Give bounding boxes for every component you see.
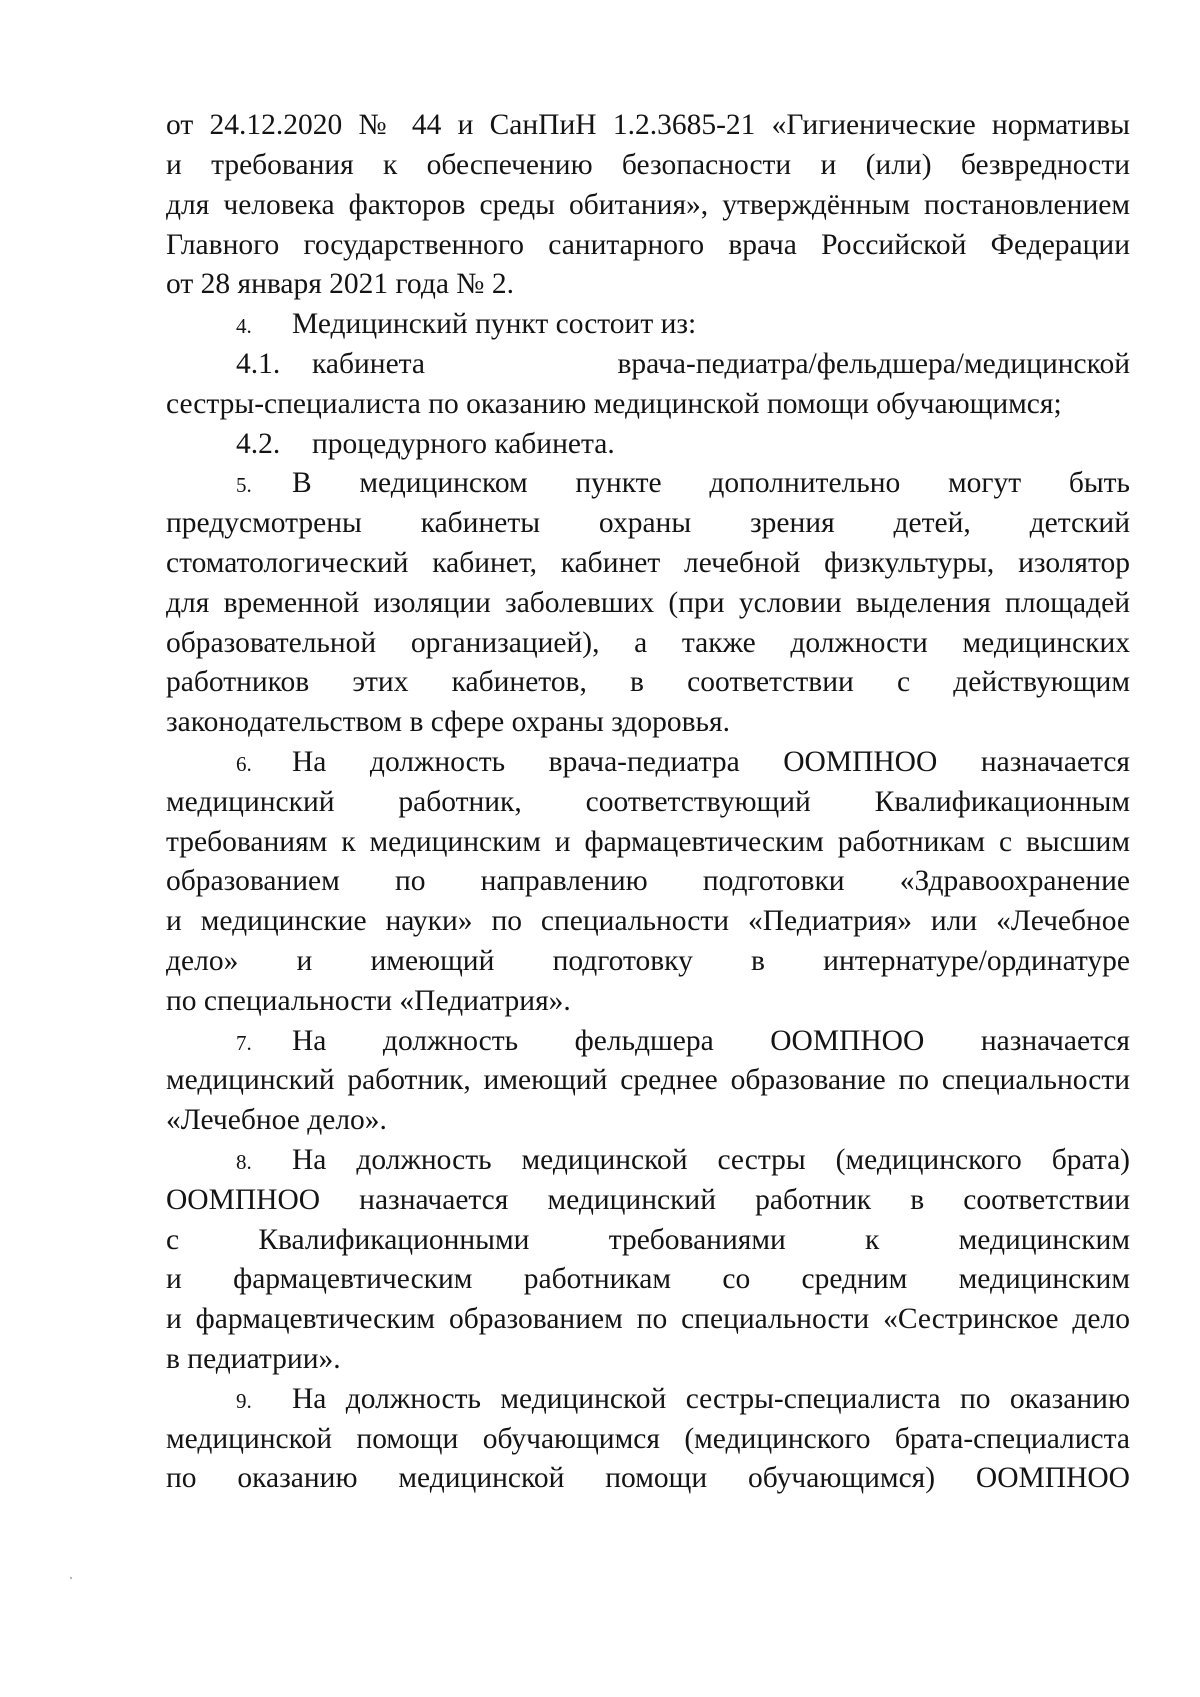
text-line: для временной изоляции заболевших (при условии выделения площадей xyxy=(166,587,1130,619)
text-line: по оказанию медицинской помощи обучающимся) ООМПНОО xyxy=(166,1462,1130,1494)
text-line: для человека факторов среды обитания», утверждённым постановлением xyxy=(166,189,1130,221)
item-text: На должность медицинской сестры-специалиста по оказанию xyxy=(292,1383,1130,1415)
text-line: «Лечебное дело». xyxy=(166,1104,387,1136)
paragraph-item-4 xyxy=(236,303,1130,347)
item-text: процедурного кабинета. xyxy=(312,428,615,460)
paragraph-item-9 xyxy=(236,1378,1130,1422)
text-line: медицинский работник, имеющий среднее образование по специальности xyxy=(166,1064,1130,1096)
text-line: и фармацевтическим работникам со средним медицинским xyxy=(166,1263,1130,1295)
text-line: Главного государственного санитарного врача Российской Федерации xyxy=(166,229,1130,261)
text-line: образовательной организацией), а также должности медицинских xyxy=(166,627,1130,659)
item-number: 7. xyxy=(236,1031,252,1055)
paragraph-item-4-2 xyxy=(236,423,1130,465)
text-line: и требования к обеспечению безопасности и (или) безвредности xyxy=(166,149,1130,181)
item-number: 8. xyxy=(236,1150,252,1174)
text-line: и медицинские науки» по специальности «Педиатрия» или «Лечебное xyxy=(166,905,1130,937)
paragraph-item-4-1 xyxy=(236,343,1130,385)
text-line: по специальности «Педиатрия». xyxy=(166,985,571,1017)
item-number: 6. xyxy=(236,752,252,776)
paragraph-item-6 xyxy=(236,741,1130,785)
text-line: дело» и имеющий подготовку в интернатуре/ординатуре xyxy=(166,945,1130,977)
text-line: законодательством в сфере охраны здоровья. xyxy=(166,706,730,738)
text-line: образованием по направлению подготовки «Здравоохранение xyxy=(166,865,1130,897)
text-line: в педиатрии». xyxy=(166,1343,341,1375)
item-number: 4.1. xyxy=(236,348,281,380)
item-text: Медицинский пункт состоит из: xyxy=(292,308,697,340)
text-line: работников этих кабинетов, в соответствии с действующим xyxy=(166,666,1130,698)
text-line: и фармацевтическим образованием по специальности «Сестринское дело xyxy=(166,1303,1130,1335)
paragraph-item-7 xyxy=(236,1020,1130,1064)
item-text: На должность фельдшера ООМПНОО назначается xyxy=(292,1025,1130,1057)
text-line: стоматологический кабинет, кабинет лечебной физкультуры, изолятор xyxy=(166,547,1130,579)
paragraph-item-5 xyxy=(236,462,1130,506)
paragraph-item-8 xyxy=(236,1139,1130,1183)
text-line: медицинский работник, соответствующий Квалификационным xyxy=(166,786,1130,818)
text-line: от 24.12.2020 № 44 и СанПиН 1.2.3685-21 «Гигиенические нормативы xyxy=(166,109,1130,141)
text-line: ООМПНОО назначается медицинский работник в соответствии xyxy=(166,1184,1130,1216)
item-number: 4.2. xyxy=(236,428,281,460)
text-line: сестры-специалиста по оказанию медицинской помощи обучающимся; xyxy=(166,388,1062,420)
text-line: медицинской помощи обучающимся (медицинского брата-специалиста xyxy=(166,1423,1130,1455)
text-line: с Квалификационными требованиями к медицинским xyxy=(166,1224,1130,1256)
item-number: 4. xyxy=(236,314,252,338)
text-line: от 28 января 2021 года № 2. xyxy=(166,268,514,300)
item-text: В медицинском пункте дополнительно могут быть xyxy=(292,467,1130,499)
text-line: предусмотрены кабинеты охраны зрения детей, детский xyxy=(166,507,1130,539)
item-text: На должность медицинской сестры (медицинского брата) xyxy=(292,1144,1130,1176)
item-text: кабинета врача-педиатра/фельдшера/медицинской xyxy=(312,348,1130,380)
item-number: 5. xyxy=(236,473,252,497)
text-line: требованиям к медицинским и фармацевтическим работникам с высшим xyxy=(166,826,1130,858)
item-text: На должность врача-педиатра ООМПНОО назначается xyxy=(292,746,1130,778)
item-number: 9. xyxy=(236,1389,252,1413)
scan-speck xyxy=(70,1577,72,1579)
